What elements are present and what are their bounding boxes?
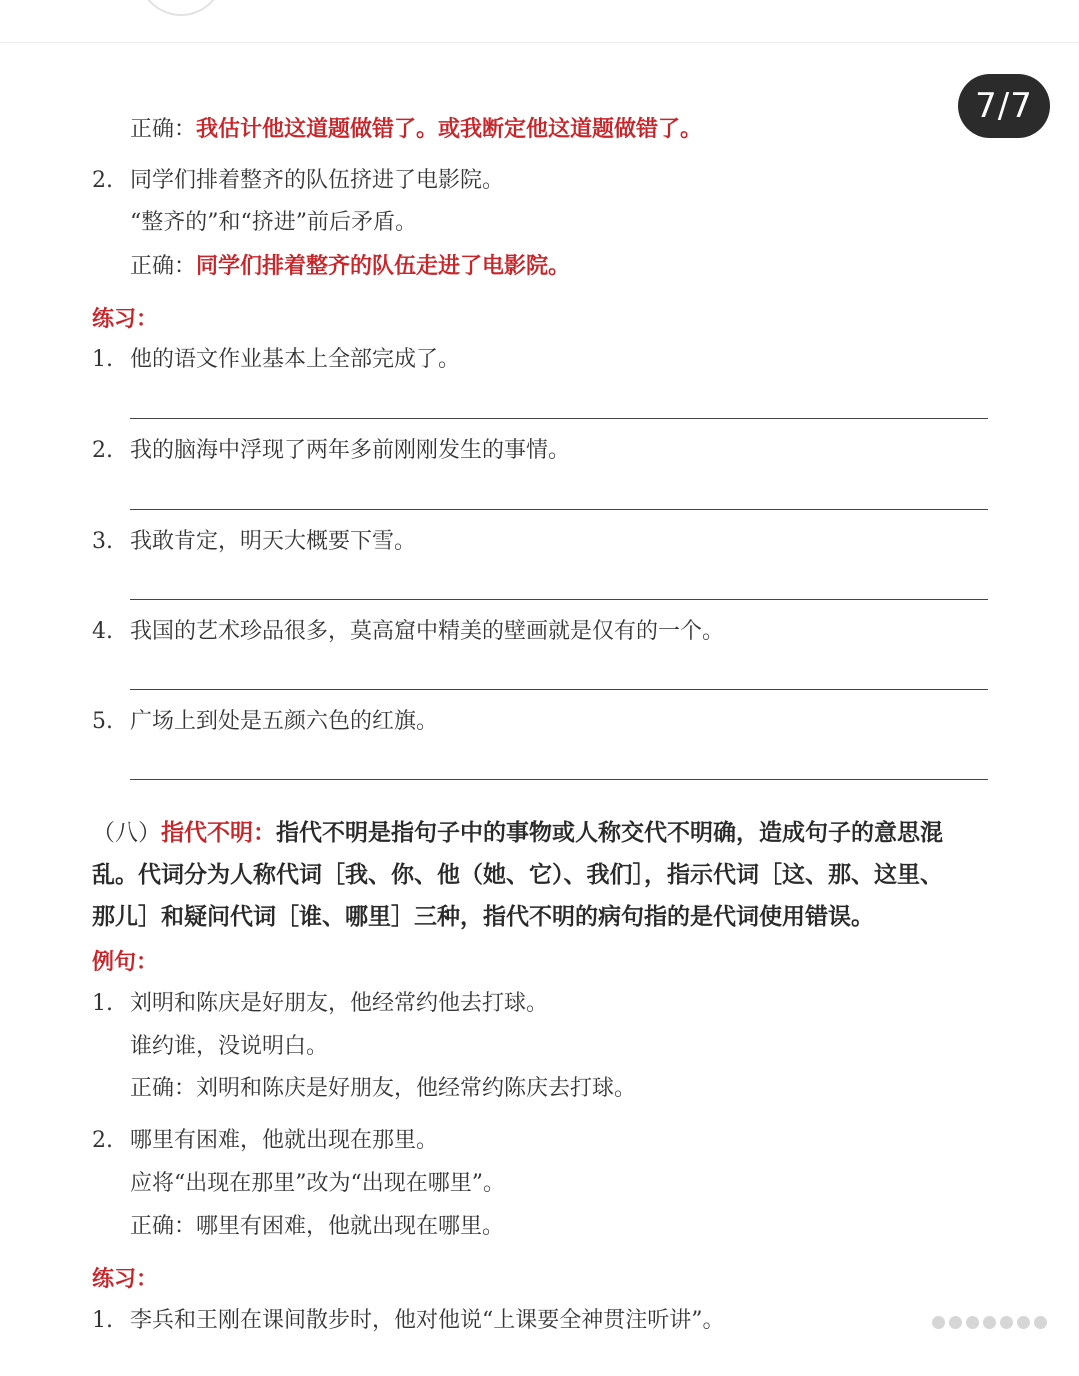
- avatar[interactable]: [138, 0, 224, 16]
- example-1-note: 谁约谁，没说明白。: [130, 1034, 329, 1059]
- practice-item-text: 我敢肯定，明天大概要下雪。: [130, 529, 417, 554]
- practice-item-number: 5.: [92, 709, 113, 734]
- example-2-number: 2.: [92, 1128, 113, 1153]
- answer-line[interactable]: [130, 779, 988, 780]
- page-dot[interactable]: [949, 1316, 962, 1329]
- page-dot[interactable]: [1034, 1316, 1047, 1329]
- section-tag: （八）: [92, 820, 161, 846]
- correct-text: 同学们排着整齐的队伍走进了电影院。: [196, 253, 571, 279]
- practice-item-text: 我国的艺术珍品很多，莫高窟中精美的壁画就是仅有的一个。: [130, 619, 725, 644]
- example-2-correct: [130, 251, 570, 282]
- practice-item-text: 他的语文作业基本上全部完成了。: [130, 347, 461, 372]
- examples-heading: 例句：: [92, 949, 159, 975]
- example-2-note: “整齐的”和“挤进”前后矛盾。: [130, 210, 417, 235]
- example-2-correct: 正确：哪里有困难，他就出现在哪里。: [130, 1214, 505, 1239]
- example-1-number: 1.: [92, 991, 113, 1016]
- top-bar: [0, 0, 1079, 43]
- practice-heading: 练习：: [92, 306, 159, 332]
- answer-line[interactable]: [130, 689, 988, 690]
- page-dot[interactable]: [1017, 1316, 1030, 1329]
- section-8-line-3: 那儿］和疑问代词［谁、哪里］三种，指代不明的病句指的是代词使用错误。: [92, 903, 874, 930]
- section-8-line-1: [92, 812, 992, 854]
- correct-label: 正确：: [130, 254, 197, 279]
- practice-heading: 练习：: [92, 1266, 159, 1292]
- example-2-sentence: 同学们排着整齐的队伍挤进了电影院。: [130, 168, 505, 193]
- section-8-description: [92, 812, 992, 938]
- practice-item-number: 1.: [92, 1308, 113, 1333]
- section-8-line-2: 乱。代词分为人称代词［我、你、他（她、它）、我们］，指示代词［这、那、这里、: [92, 861, 943, 888]
- example-2-note: 应将“出现在那里”改为“出现在哪里”。: [130, 1171, 505, 1196]
- practice-item-number: 4.: [92, 619, 113, 644]
- practice-item-text: 广场上到处是五颜六色的红旗。: [130, 709, 439, 734]
- practice-item-number: 2.: [92, 438, 113, 463]
- practice-item-text: 我的脑海中浮现了两年多前刚刚发生的事情。: [130, 438, 571, 463]
- page-dot[interactable]: [983, 1316, 996, 1329]
- description-text: 指代不明是指句子中的事物或人称交代不明确，造成句子的意思混: [276, 819, 943, 846]
- practice-item-text: 李兵和王刚在课间散步时，他对他说“上课要全神贯注听讲”。: [130, 1308, 725, 1333]
- example-1-correct: [130, 114, 702, 145]
- correct-label: 正确：: [130, 117, 197, 142]
- correct-text: 我估计他这道题做错了。或我断定他这道题做错了。: [196, 116, 703, 142]
- page-dot[interactable]: [1000, 1316, 1013, 1329]
- answer-line[interactable]: [130, 418, 988, 419]
- answer-line[interactable]: [130, 599, 988, 600]
- example-2-number: 2.: [92, 168, 113, 193]
- page-dot[interactable]: [966, 1316, 979, 1329]
- practice-item-number: 1.: [92, 347, 113, 372]
- section-title: 指代不明：: [161, 819, 276, 846]
- practice-item-number: 3.: [92, 529, 113, 554]
- page-indicator-dots: [932, 1314, 1072, 1334]
- answer-line[interactable]: [130, 509, 988, 510]
- example-1-correct: 正确：刘明和陈庆是好朋友，他经常约陈庆去打球。: [130, 1076, 637, 1101]
- example-1-sentence: 刘明和陈庆是好朋友，他经常约他去打球。: [130, 991, 549, 1016]
- example-2-sentence: 哪里有困难，他就出现在那里。: [130, 1128, 439, 1153]
- page-dot[interactable]: [932, 1316, 945, 1329]
- page-counter-badge: 7/7: [958, 74, 1050, 138]
